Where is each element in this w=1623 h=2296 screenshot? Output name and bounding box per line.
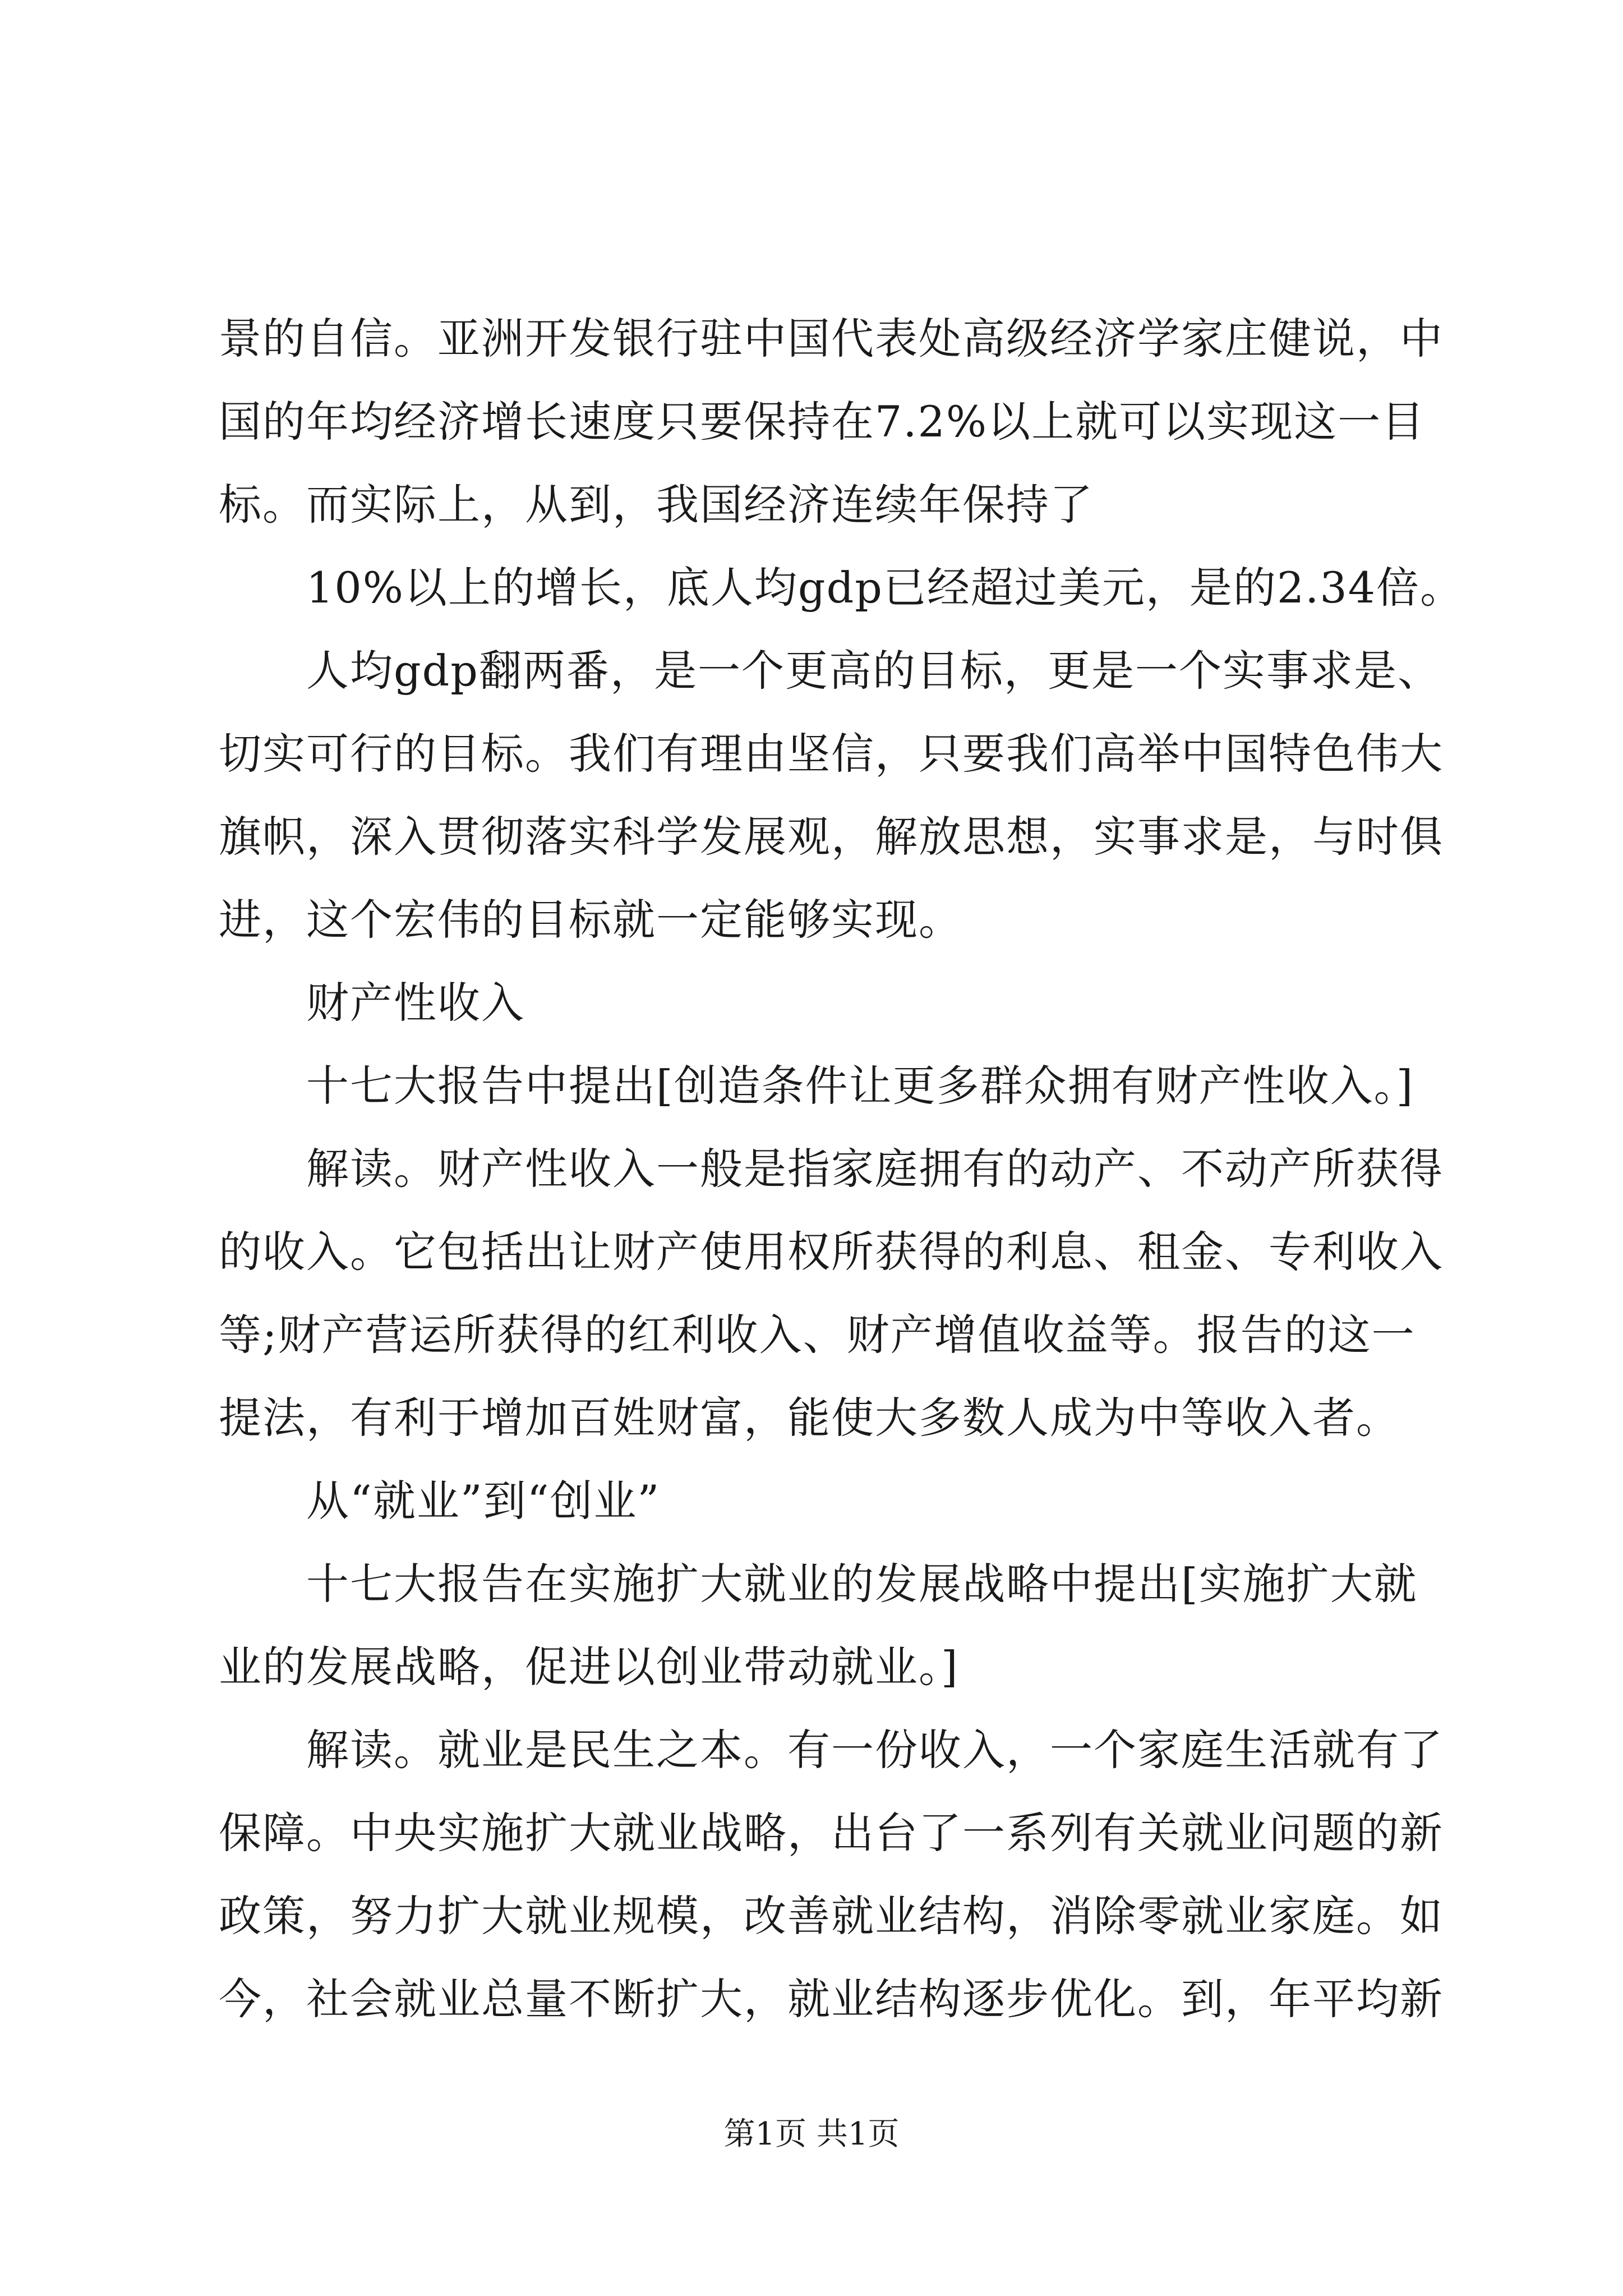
page-footer: 第1页 共1页 xyxy=(723,2116,900,2152)
text-line-10: 十七大报告中提出[创造条件让更多群众拥有财产性收入。] xyxy=(306,1061,1414,1111)
text-line-20: 政策，努力扩大就业规模，改善就业结构，消除零就业家庭。如 xyxy=(219,1891,1444,1941)
text-line-16: 十七大报告在实施扩大就业的发展战略中提出[实施扩大就 xyxy=(306,1559,1418,1609)
text-line-19: 保障。中央实施扩大就业战略，出台了一系列有关就业问题的新 xyxy=(219,1808,1444,1858)
text-line-8: 进，这个宏伟的目标就一定能够实现。 xyxy=(219,895,962,945)
text-line-3: 标。而实际上，从到，我国经济连续年保持了 xyxy=(219,480,1094,530)
text-line-21: 今，社会就业总量不断扩大，就业结构逐步优化。到，年平均新 xyxy=(219,1974,1444,2024)
text-line-7: 旗帜，深入贯彻落实科学发展观，解放思想，实事求是，与时俱 xyxy=(219,812,1444,862)
text-line-18: 解读。就业是民生之本。有一份收入，一个家庭生活就有了 xyxy=(306,1725,1444,1775)
text-line-4: 10%以上的增长，底人均gdp已经超过美元，是的2.34倍。 xyxy=(306,563,1464,613)
text-line-2: 国的年均经济增长速度只要保持在7.2%以上就可以实现这一目 xyxy=(219,397,1426,447)
text-line-1: 景的自信。亚洲开发银行驻中国代表处高级经济学家庄健说，中 xyxy=(219,314,1444,364)
section-heading-property-income: 财产性收入 xyxy=(306,978,525,1028)
text-line-17: 业的发展战略，促进以创业带动就业。] xyxy=(219,1642,959,1692)
text-line-14: 提法，有利于增加百姓财富，能使大多数人成为中等收入者。 xyxy=(219,1393,1400,1443)
text-line-11: 解读。财产性收入一般是指家庭拥有的动产、不动产所获得 xyxy=(306,1144,1444,1194)
text-line-5: 人均gdp翻两番，是一个更高的目标，更是一个实事求是、 xyxy=(306,646,1441,696)
text-line-13: 等;财产营运所获得的红利收入、财产增值收益等。报告的这一 xyxy=(219,1310,1415,1360)
text-line-6: 切实可行的目标。我们有理由坚信，只要我们高举中国特色伟大 xyxy=(219,729,1444,779)
section-heading-employment: 从“就业”到“创业” xyxy=(306,1476,661,1526)
document-body xyxy=(219,297,1464,2041)
text-line-12: 的收入。它包括出让财产使用权所获得的利息、租金、专利收入 xyxy=(219,1227,1444,1277)
